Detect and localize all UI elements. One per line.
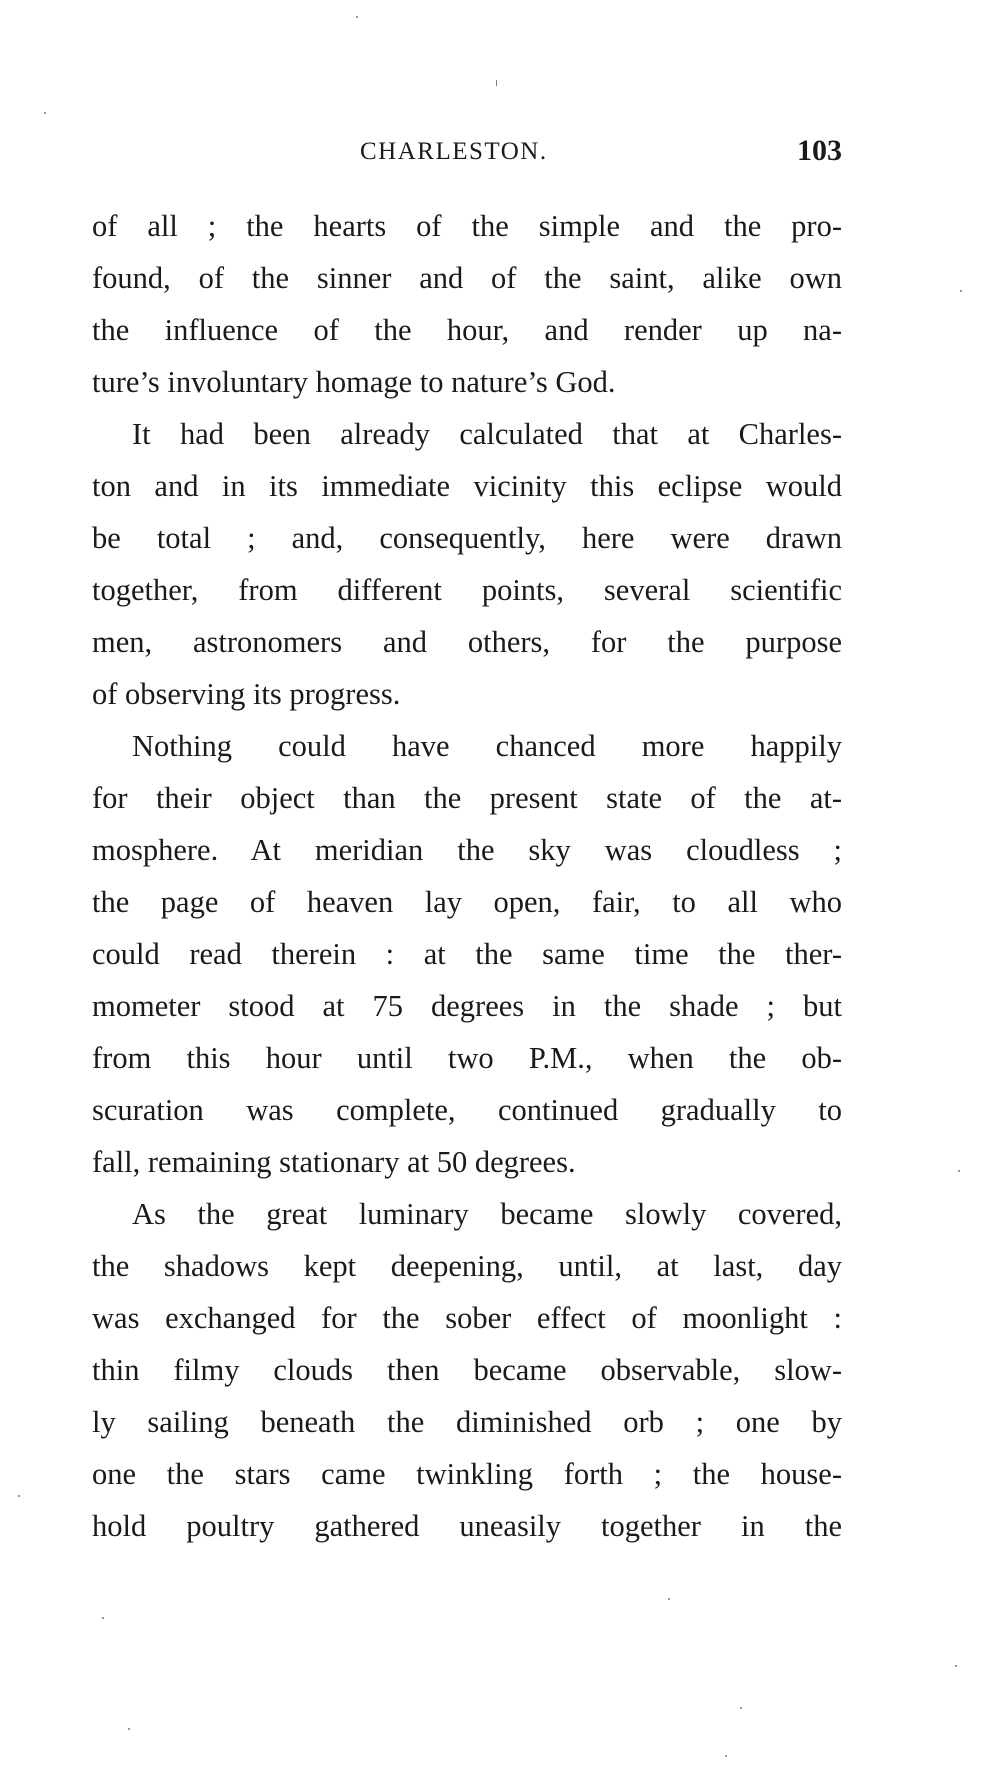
text-line: the influence of the hour, and render up na- bbox=[92, 313, 842, 347]
text-line: ly sailing beneath the diminished orb ; one by bbox=[92, 1405, 842, 1439]
scan-speck bbox=[356, 16, 358, 18]
text-line: together, from different points, several scientific bbox=[92, 573, 842, 607]
text-line: men, astronomers and others, for the purpose bbox=[92, 625, 842, 659]
scan-speck bbox=[960, 290, 962, 292]
scan-speck bbox=[128, 1728, 130, 1730]
text-line: As the great luminary became slowly covered, bbox=[132, 1197, 842, 1231]
paragraph bbox=[92, 408, 842, 720]
text-line: ton and in its immediate vicinity this eclipse would bbox=[92, 469, 842, 503]
scan-speck bbox=[18, 1495, 20, 1497]
scan-speck bbox=[740, 1707, 742, 1709]
text-line: ture’s involuntary homage to nature’s God. bbox=[92, 365, 616, 399]
body-text bbox=[92, 200, 842, 1552]
text-line: from this hour until two P.M., when the ob- bbox=[92, 1041, 842, 1075]
text-line: the page of heaven lay open, fair, to all who bbox=[92, 885, 842, 919]
paragraph bbox=[92, 720, 842, 1188]
scan-speck bbox=[496, 80, 497, 86]
text-line: Nothing could have chanced more happily bbox=[132, 729, 842, 763]
text-line: was exchanged for the sober effect of moonlight : bbox=[92, 1301, 842, 1335]
text-line: of all ; the hearts of the simple and the pro- bbox=[92, 209, 842, 243]
scan-speck bbox=[958, 1170, 960, 1172]
text-line: scuration was complete, continued gradually to bbox=[92, 1093, 842, 1127]
scan-speck bbox=[102, 1617, 104, 1619]
text-line: mosphere. At meridian the sky was cloudless ; bbox=[92, 833, 842, 867]
text-line: one the stars came twinkling forth ; the house- bbox=[92, 1457, 842, 1491]
text-line: could read therein : at the same time the ther- bbox=[92, 937, 842, 971]
text-line: thin filmy clouds then became observable, slow- bbox=[92, 1353, 842, 1387]
text-line: of observing its progress. bbox=[92, 677, 401, 711]
scan-speck bbox=[668, 1598, 670, 1600]
running-title: CHARLESTON. bbox=[360, 138, 548, 165]
page-number: 103 bbox=[797, 134, 842, 167]
text-line: found, of the sinner and of the saint, alike own bbox=[92, 261, 842, 295]
text-line: be total ; and, consequently, here were drawn bbox=[92, 521, 842, 555]
scan-speck bbox=[955, 1665, 957, 1667]
text-line: for their object than the present state of the at- bbox=[92, 781, 842, 815]
text-line: fall, remaining stationary at 50 degrees. bbox=[92, 1145, 576, 1179]
paragraph bbox=[92, 1188, 842, 1552]
running-head bbox=[92, 134, 842, 178]
text-line: the shadows kept deepening, until, at last, day bbox=[92, 1249, 842, 1283]
scan-speck bbox=[44, 112, 46, 114]
text-line: hold poultry gathered uneasily together in the bbox=[92, 1509, 842, 1543]
text-line: It had been already calculated that at Charles- bbox=[132, 417, 842, 451]
paragraph bbox=[92, 200, 842, 408]
scan-speck bbox=[725, 1755, 727, 1757]
text-line: mometer stood at 75 degrees in the shade ; but bbox=[92, 989, 842, 1023]
